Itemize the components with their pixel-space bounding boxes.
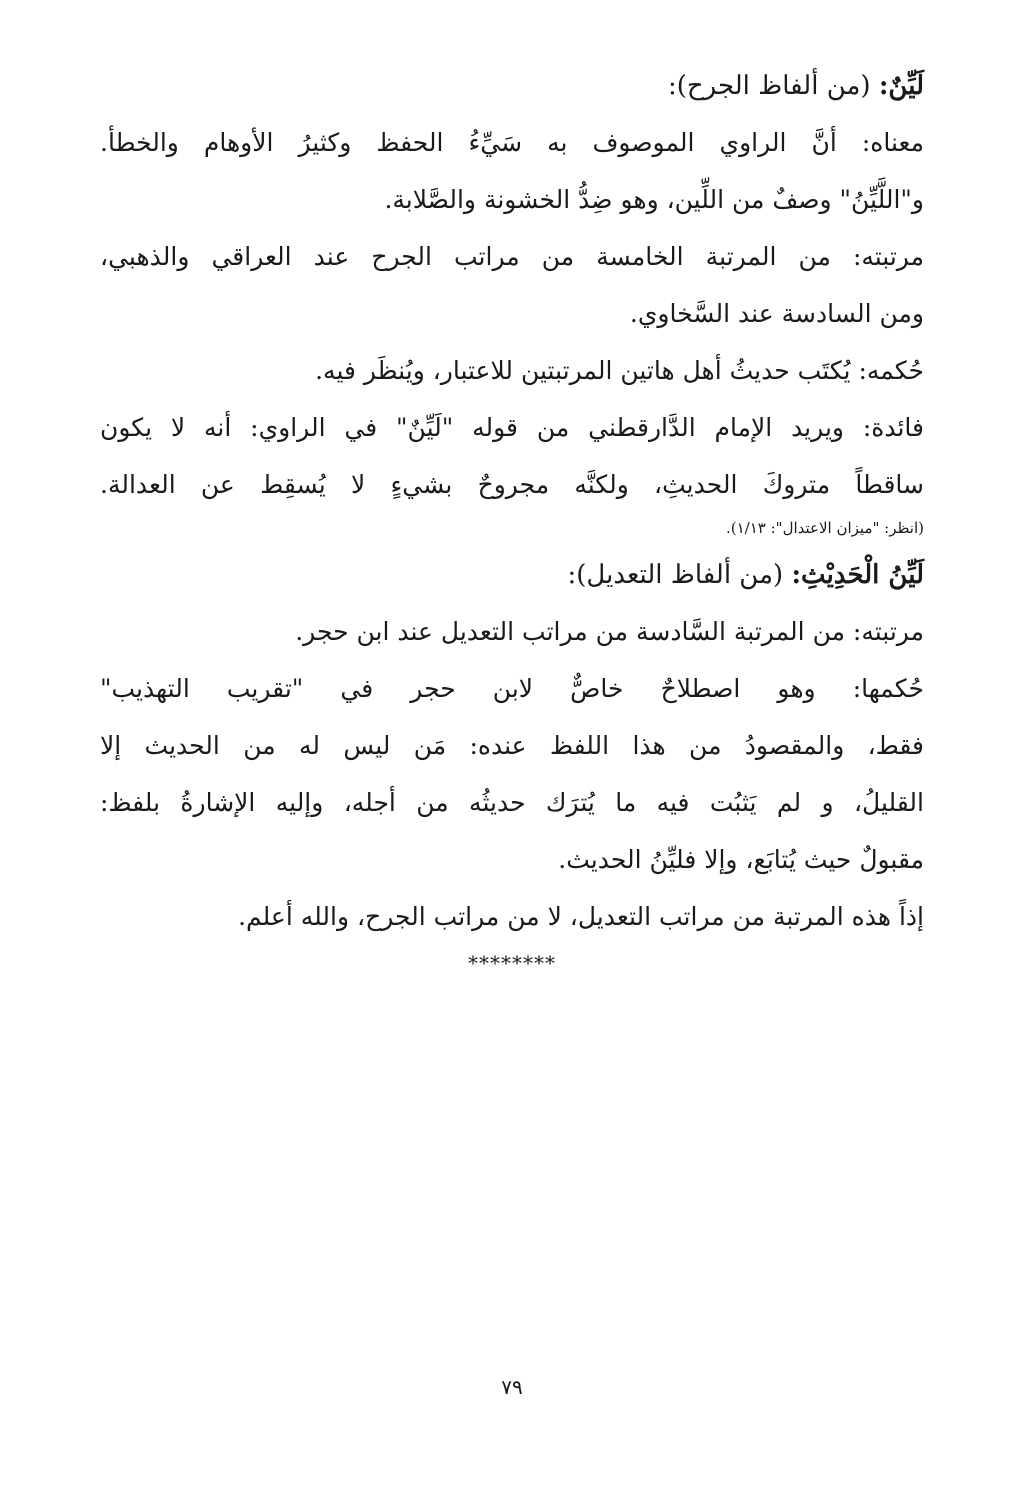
conclusion-line: إذاً هذه المرتبة من مراتب التعديل، لا من مراتب الجرح، والله أعلم. [238,902,924,931]
entry-category: (من ألفاظ الجرح): [667,71,879,101]
ruling-line: فقط، والمقصودُ من هذا اللفظ عنده: مَن ليس له من الحديث إلا [100,731,924,760]
rank-line: ومن السادسة عند السَّخاوي. [629,299,924,328]
entry-category: (من ألفاظ التعديل): [567,560,792,590]
ruling-line: القليلُ، و لم يَثبُت فيه ما يُترَك حديثُه من أجله، وإليه الإشارةُ بلفظ: [100,788,924,817]
entry-term: لَيِّنٌ: [878,71,924,101]
page-number: ٧٩ [501,1375,523,1399]
ruling-line: حُكمها: وهو اصطلاحٌ خاصٌّ لابن حجر في "تقريب التهذيب" [100,674,924,703]
rank-line: مرتبته: من المرتبة السَّادسة من مراتب التعديل عند ابن حجر. [295,617,924,646]
entry-heading-layyin [100,58,924,114]
benefit-line: فائدة: ويريد الإمام الدَّارقطني من قوله "لَيِّنٌ" في الراوي: أنه لا يكون [100,413,924,442]
entry-term: لَيِّنُ الْحَدِيْثِ: [791,560,924,590]
section-separator: ******** [468,951,556,975]
etymology-line: و"اللَّيِّنُ" وصفٌ من اللِّين، وهو ضِدُّ الخشونة والصَّلابة. [384,185,924,214]
page-body [100,58,924,981]
reference-note: (انظر: "ميزان الاعتدال": ١/١٣). [725,519,924,537]
benefit-line: ساقطاً متروكَ الحديثِ، ولكنَّه مجروحٌ بشيءٍ لا يُسقِط عن العدالة. [100,470,924,499]
meaning-line: معناه: أنَّ الراوي الموصوف به سَيِّءُ الحفظ وكثيرُ الأوهام والخطأ. [100,128,924,157]
entry-heading-layyin-al-hadith [100,547,924,603]
rank-line: مرتبته: من المرتبة الخامسة من مراتب الجرح عند العراقي والذهبي، [100,242,924,271]
ruling-line: حُكمه: يُكتَب حديثُ أهل هاتين المرتبتين للاعتبار، ويُنظَر فيه. [315,356,924,385]
ruling-line: مقبولٌ حيث يُتابَع، وإلا فليِّنُ الحديث. [558,845,924,874]
